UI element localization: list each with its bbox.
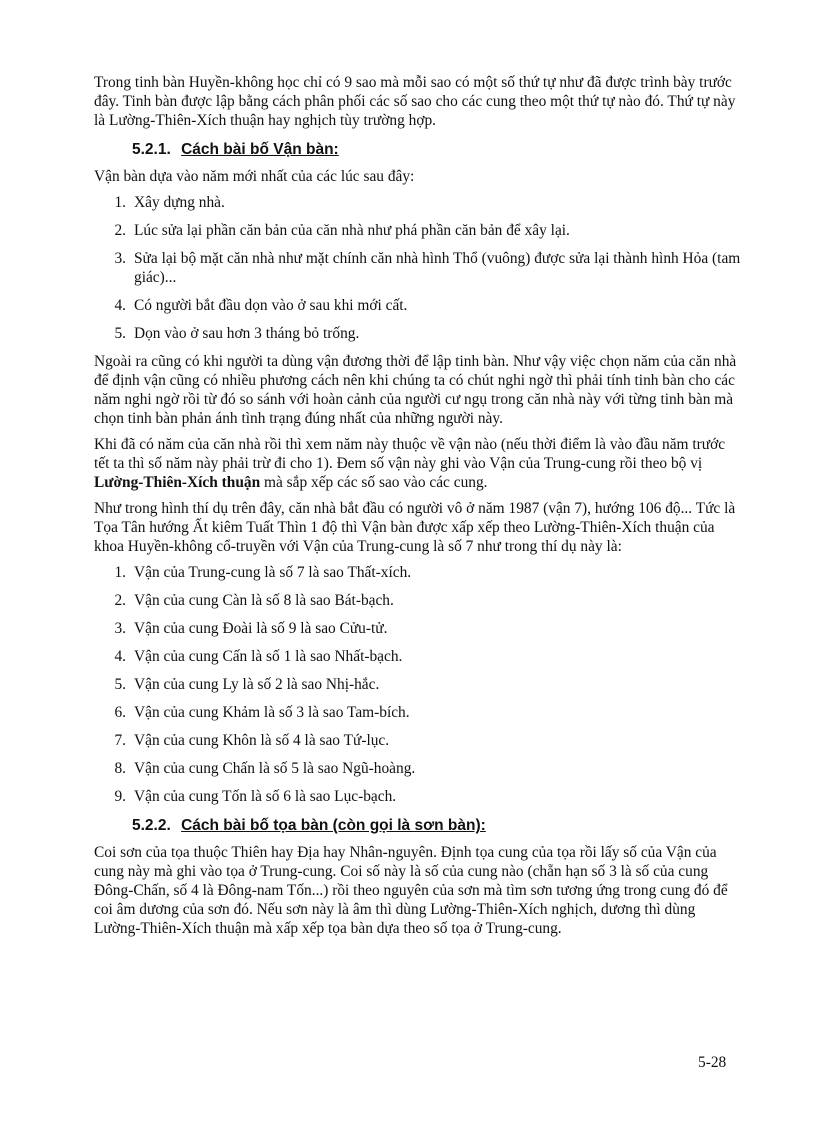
list-item-text: Lúc sửa lại phần căn bản của căn nhà như phá phần căn bản để xây lại. — [134, 222, 570, 239]
list-item — [94, 296, 744, 315]
list-item-text: Vận của cung Chấn là số 5 là sao Ngũ-hoàng. — [134, 760, 416, 777]
list-item-number: 6. — [114, 704, 126, 721]
list-item-number: 5. — [114, 325, 126, 342]
list-item — [94, 703, 744, 722]
list-item-text: Vận của cung Đoài là số 9 là sao Cửu-tử. — [134, 620, 388, 637]
section-lead: Vận bàn dựa vào năm mới nhất của các lúc sau đây: — [94, 168, 415, 185]
palace-list — [94, 563, 744, 806]
list-item-number: 8. — [114, 760, 126, 777]
list-item — [94, 249, 744, 287]
list-item-number: 9. — [114, 788, 126, 805]
list-item-text: Vận của cung Khảm là số 3 là sao Tam-bích. — [134, 704, 410, 721]
section-heading-5-2-1 — [132, 140, 744, 159]
paragraph-text: mà sắp xếp các số sao vào các cung. — [260, 474, 488, 491]
list-item — [94, 619, 744, 638]
list-item-text: Vận của cung Ly là số 2 là sao Nhị-hắc. — [134, 676, 380, 693]
list-item-text: Vận của cung Cấn là số 1 là sao Nhất-bạch. — [134, 648, 403, 665]
list-item-text: Dọn vào ở sau hơn 3 tháng bỏ trống. — [134, 325, 360, 342]
list-item-text: Sửa lại bộ mặt căn nhà như mặt chính căn nhà hình Thổ (vuông) được sửa lại thành hình Hỏa (tam giác)... — [134, 250, 741, 286]
section-title: Cách bài bố Vận bàn: — [181, 141, 339, 158]
list-item — [94, 591, 744, 610]
list-item-text: Vận của cung Khôn là số 4 là sao Tứ-lục. — [134, 732, 390, 749]
list-item-text: Có người bắt đầu dọn vào ở sau khi mới cất. — [134, 297, 408, 314]
list-item-number: 2. — [114, 222, 126, 239]
list-item — [94, 731, 744, 750]
section-number: 5.2.1. — [132, 141, 171, 158]
list-item-text: Vận của cung Càn là số 8 là sao Bát-bạch. — [134, 592, 394, 609]
section-number: 5.2.2. — [132, 817, 171, 834]
list-item-number: 1. — [114, 564, 126, 581]
list-item — [94, 324, 744, 343]
list-item-number: 1. — [114, 194, 126, 211]
paragraph-text: Khi đã có năm của căn nhà rồi thì xem năm này thuộc về vận nào (nếu thời điểm là vào đầu năm trước tết ta thì số năm này phải trừ đi cho 1). Đem số vận này ghi vào Vận của Trung-cung rồi theo bộ vị — [94, 436, 726, 472]
list-item — [94, 787, 744, 806]
list-item — [94, 221, 744, 240]
criteria-list — [94, 193, 744, 343]
intro-paragraph: Trong tinh bàn Huyền-không học chỉ có 9 sao mà mỗi sao có một số thứ tự như đã được trình bày trước đây. Tinh bàn được lập bằng cách phân phối các số sao cho các cung theo một thứ tự nào đó. Thứ tự này là Lường-Thiên-Xích thuận hay nghịch tùy trường hợp. — [94, 74, 736, 129]
list-item — [94, 193, 744, 212]
list-item-number: 5. — [114, 676, 126, 693]
list-item-number: 4. — [114, 648, 126, 665]
list-item-number: 2. — [114, 592, 126, 609]
section-title: Cách bài bố tọa bàn (còn gọi là sơn bàn): — [181, 817, 486, 834]
list-item-number: 4. — [114, 297, 126, 314]
section-heading-5-2-2 — [132, 816, 744, 835]
list-item-text: Xây dựng nhà. — [134, 194, 225, 211]
list-item — [94, 647, 744, 666]
list-item — [94, 675, 744, 694]
body-paragraph: Ngoài ra cũng có khi người ta dùng vận đương thời để lập tinh bàn. Như vậy việc chọn năm của căn nhà để định vận cũng có nhiều phương cách nên khi chúng ta có chút nghi ngờ thì phải tính tinh bàn cho các năm nghi ngờ rồi từ đó so sánh với hoàn cảnh của người cư ngụ trong căn nhà này với từng tinh bàn mà chọn tinh bàn phản ánh tình trạng đúng nhất của những người này. — [94, 353, 737, 427]
body-paragraph — [94, 435, 744, 492]
list-item-text: Vận của Trung-cung là số 7 là sao Thất-xích. — [134, 564, 412, 581]
body-paragraph: Coi sơn của tọa thuộc Thiên hay Địa hay Nhân-nguyên. Định tọa cung của tọa rồi lấy số của Vận của cung này mà ghi vào tọa ở Trung-cung. Coi số này là số của cung nào (chẵn hạn số 3 là số của cung Đông-Chấn, số 4 là Đông-nam Tốn...) rồi theo nguyên của sơn mà tìm sơn tương ứng trong cung đó để coi âm dương của sơn đó. Nếu sơn này là âm thì dùng Lường-Thiên-Xích nghịch, dương thì dùng Lường-Thiên-Xích thuận mà xấp xếp tọa bàn dựa theo số tọa ở Trung-cung. — [94, 844, 728, 937]
list-item — [94, 563, 744, 582]
page-number: 5-28 — [698, 1054, 727, 1071]
list-item-number: 7. — [114, 732, 126, 749]
list-item-number: 3. — [114, 620, 126, 637]
emphasis-text: Lường-Thiên-Xích thuận — [94, 474, 261, 491]
list-item-text: Vận của cung Tốn là số 6 là sao Lục-bạch. — [134, 788, 397, 805]
page-content — [94, 73, 744, 945]
body-paragraph: Như trong hình thí dụ trên đây, căn nhà bắt đầu có người vô ở năm 1987 (vận 7), hướng 106 độ... Tức là Tọa Tân hướng Ất kiêm Tuất Thìn 1 độ thì Vận bàn được xấp xếp theo Lường-Thiên-Xích thuận của khoa Huyền-không cổ-truyền với Vận của Trung-cung là số 7 như trong thí dụ này là: — [94, 500, 736, 555]
list-item — [94, 759, 744, 778]
list-item-number: 3. — [114, 250, 126, 267]
